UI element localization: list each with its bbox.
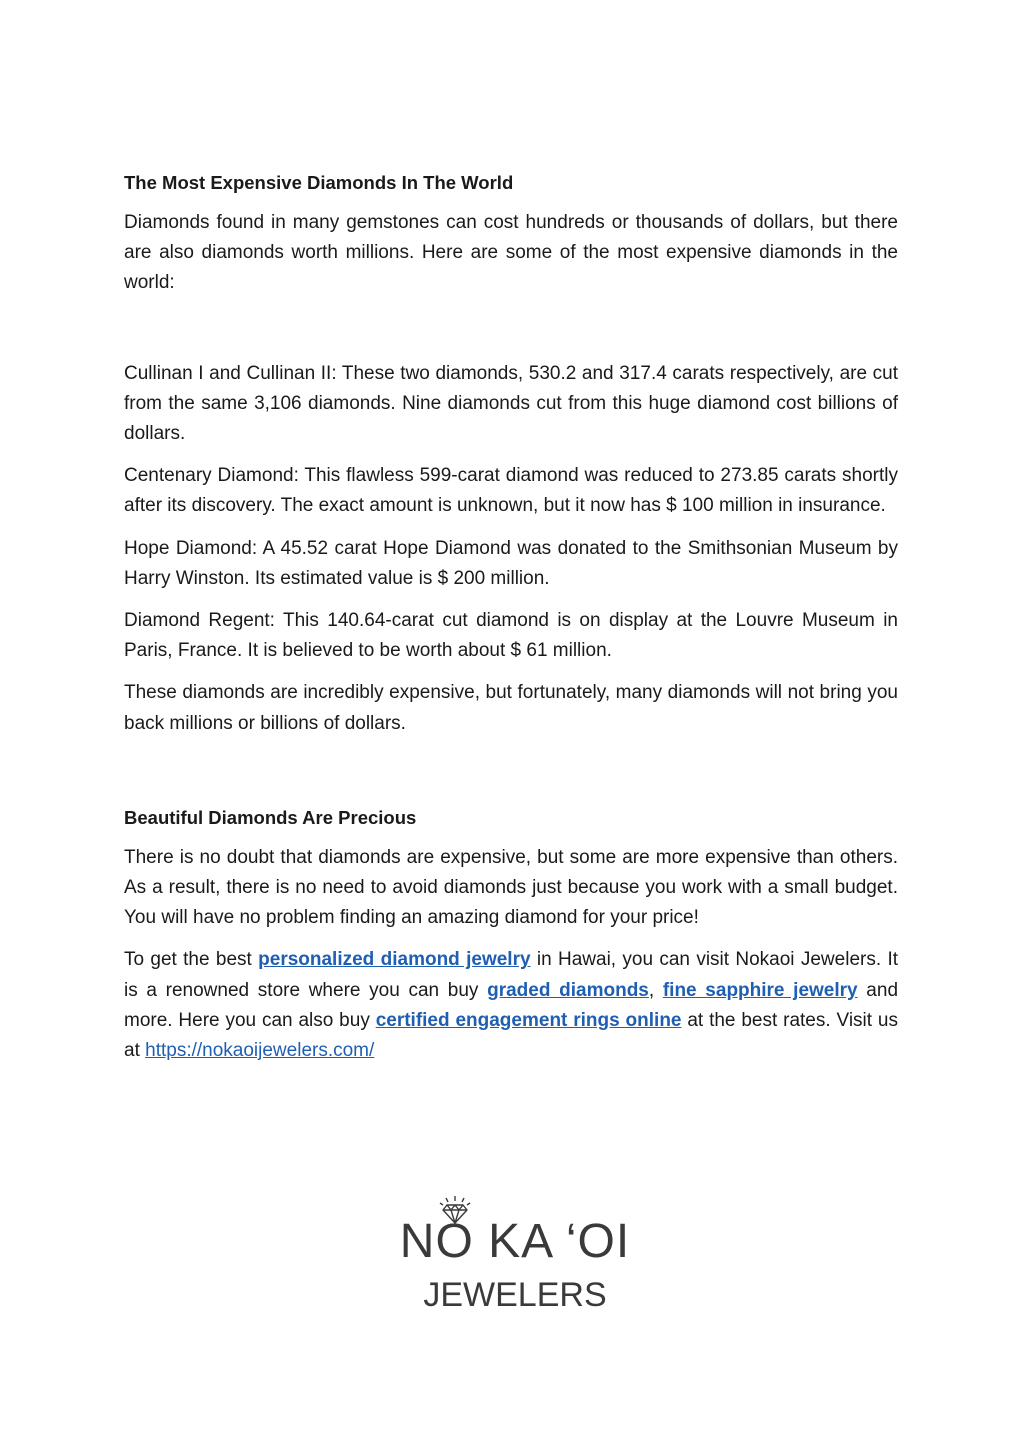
precious-paragraph: There is no doubt that diamonds are expensive, but some are more expensive than others. As a result, there is no need to avoid diamonds just because you work with a small budget. You will have no problem finding an amazing diamond for your price! — [124, 846, 898, 929]
section-heading-precious: Beautiful Diamonds Are Precious — [124, 806, 417, 828]
list-item-regent: Diamond Regent: This 140.64-carat cut diamond is on display at the Louvre Museum in Paris, France. It is believed to be worth about $ 61 million. — [124, 610, 898, 662]
engagement-rings-link[interactable]: certified engagement rings online — [375, 1009, 682, 1031]
cta-text-4: and more. Here you can also buy — [124, 979, 899, 1031]
cta-text-5: at the best rates. Visit us at — [124, 1009, 898, 1062]
website-url-link[interactable]: https://nokaoijewelers.com/ — [145, 1040, 375, 1062]
logo-subtitle: JEWELERS — [423, 1276, 607, 1314]
personalized-jewelry-link[interactable]: personalized diamond jewelry — [258, 949, 531, 971]
call-to-action-paragraph — [124, 945, 898, 1066]
cta-text-1: To get the best — [124, 949, 259, 971]
graded-diamonds-link[interactable]: graded diamonds — [487, 979, 649, 1001]
list-item-centenary: Centenary Diamond: This flawless 599-carat diamond was reduced to 273.85 carats shortly after its discovery. The exact amount is unknown, but it now has $ 100 million in insurance. — [124, 465, 898, 517]
list-item-cullinan: Cullinan I and Cullinan II: These two diamonds, 530.2 and 317.4 carats respectively, are cut from the same 3,106 diamonds. Nine diamonds cut from this huge diamond cost billions of dollars. — [124, 362, 898, 445]
fine-sapphire-link[interactable]: fine sapphire jewelry — [662, 979, 858, 1001]
logo-wordmark: NO KA ‘OI — [399, 1215, 631, 1268]
closing-paragraph: These diamonds are incredibly expensive, but fortunately, many diamonds will not bring you back millions or billions of dollars. — [124, 682, 898, 734]
cta-text-3: , — [648, 979, 663, 1001]
cta-text-2: in Hawai, you can visit Nokaoi Jewelers. It is a renowned store where you can buy — [124, 949, 898, 1001]
section-heading-most-expensive: The Most Expensive Diamonds In The World — [124, 172, 514, 193]
list-item-hope: Hope Diamond: A 45.52 carat Hope Diamond was donated to the Smithsonian Museum by Harry Winston. Its estimated value is $ 200 million. — [124, 537, 898, 589]
intro-paragraph: Diamonds found in many gemstones can cost hundreds or thousands of dollars, but there are also diamonds worth millions. Here are some of the most expensive diamonds in the world: — [124, 212, 898, 294]
document-body — [124, 168, 898, 1078]
nokaoi-logo — [395, 1195, 635, 1320]
